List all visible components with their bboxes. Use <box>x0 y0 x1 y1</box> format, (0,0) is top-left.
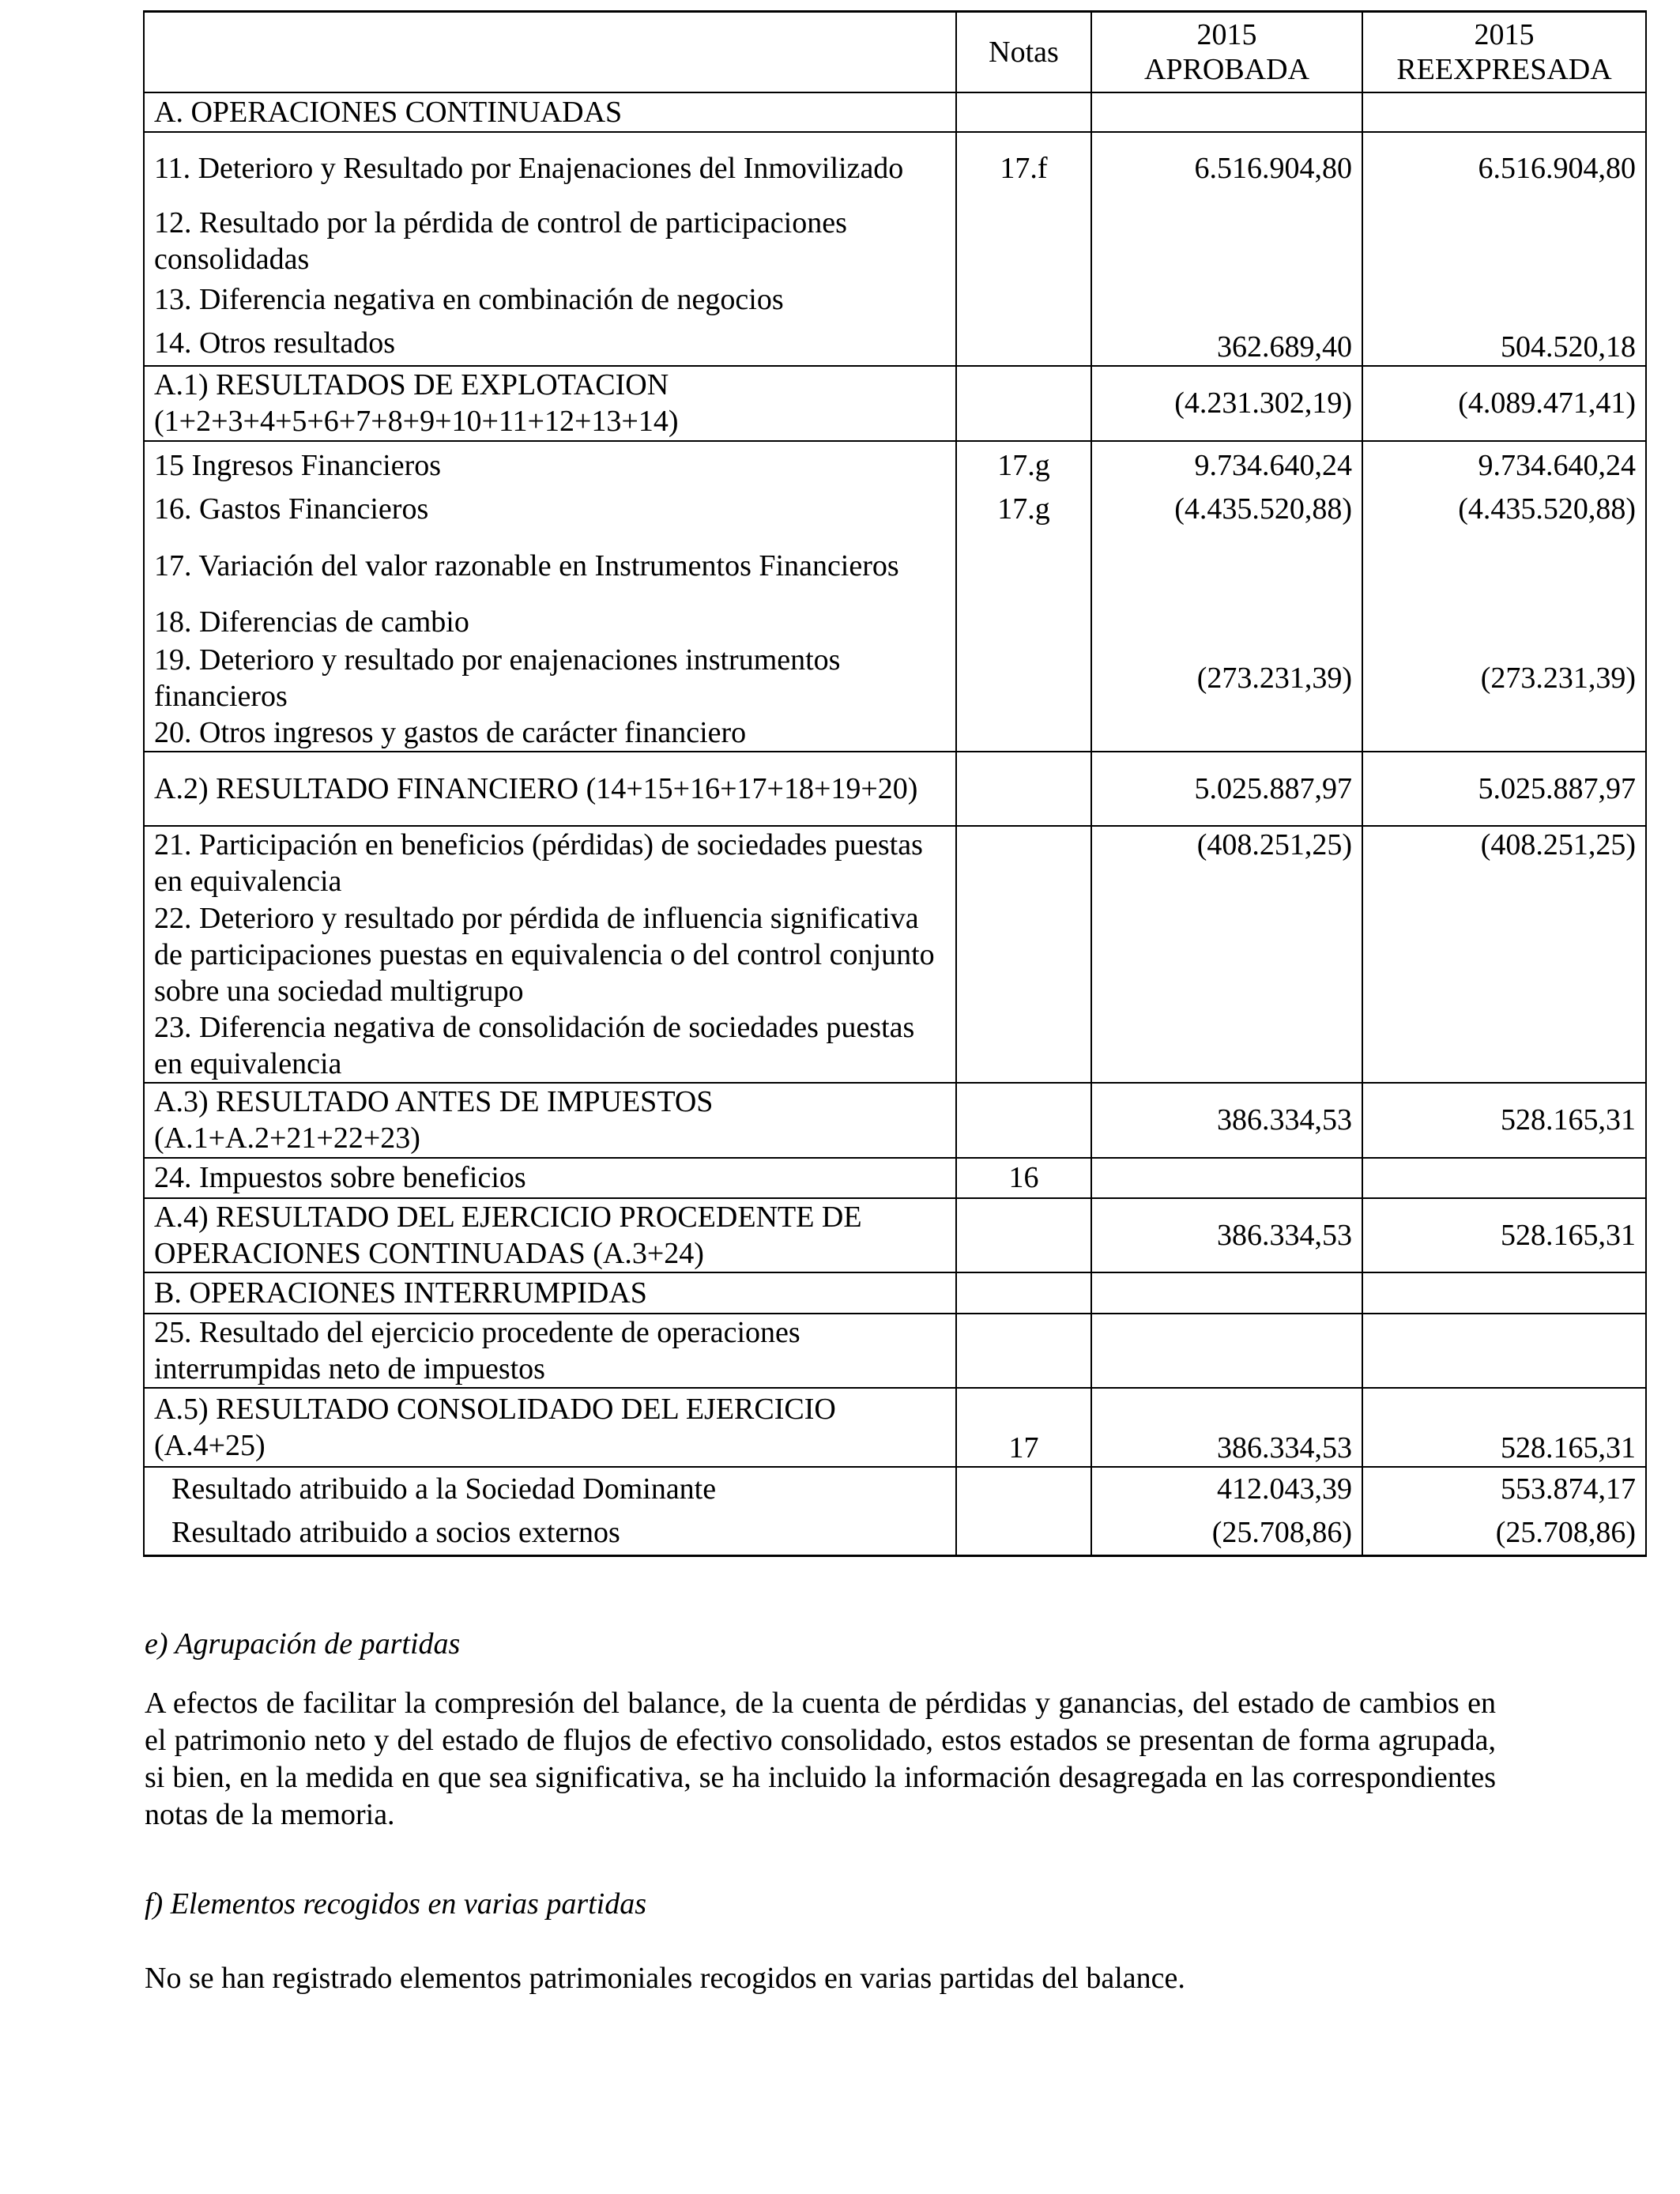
row-label <box>144 1510 956 1556</box>
row-value-aprobada <box>1091 1272 1362 1314</box>
row-label-text: A.4) RESULTADO DEL EJERCICIO PROCEDENTE DE OPERACIONES CONTINUADAS (A.3+24) <box>154 1200 862 1270</box>
row-value-aprobada <box>1091 530 1362 602</box>
row-label-text: 17. Variación del valor razonable en Instrumentos Financieros <box>154 548 899 582</box>
row-label-text: 22. Deterioro y resultado por pérdida de influencia significativa de participaciones puestas en equivalencia o del control conjunto sobre una sociedad multigrupo <box>154 901 935 1008</box>
row-label-text: 21. Participación en beneficios (pérdidas) de sociedades puestas en equivalencia <box>154 828 923 898</box>
header-notas: Notas <box>956 12 1091 92</box>
row-value-reexpresada: 553.874,17 <box>1362 1467 1646 1510</box>
row-label-text: Resultado atribuido a la Sociedad Dominante <box>171 1472 717 1506</box>
row-value-aprobada: (273.231,39) <box>1091 642 1362 714</box>
row-nota <box>956 1314 1091 1388</box>
row-value-aprobada: (4.231.302,19) <box>1091 366 1362 441</box>
row-nota <box>956 1083 1091 1158</box>
row-label-text: 23. Diferencia negativa de consolidación de sociedades puestas en equivalencia <box>154 1010 915 1080</box>
row-value-reexpresada: 528.165,31 <box>1362 1198 1646 1272</box>
row-label-text: A.1) RESULTADOS DE EXPLOTACION (1+2+3+4+5+6+7+8+9+10+11+12+13+14) <box>154 368 679 438</box>
row-label <box>144 714 956 752</box>
row-label-text: 12. Resultado por la pérdida de control de participaciones consolidadas <box>154 205 847 276</box>
row-label-text: 13. Diferencia negativa en combinación de negocios <box>154 282 784 316</box>
row-label-text: 16. Gastos Financieros <box>154 492 429 526</box>
row-label <box>144 1314 956 1388</box>
row-value-aprobada: 5.025.887,97 <box>1091 752 1362 826</box>
row-value-aprobada: 386.334,53 <box>1091 1083 1362 1158</box>
table-row <box>144 322 1646 366</box>
header-aprobada-year: 2015 <box>1196 17 1257 51</box>
row-value-reexpresada <box>1362 900 1646 1083</box>
header-label <box>144 12 956 92</box>
row-value-reexpresada <box>1362 205 1646 277</box>
row-value-aprobada <box>1091 602 1362 642</box>
row-label <box>144 1198 956 1272</box>
row-value-reexpresada <box>1362 1314 1646 1388</box>
row-nota <box>956 205 1091 277</box>
row-label-text: B. OPERACIONES INTERRUMPIDAS <box>154 1276 647 1310</box>
row-value-aprobada <box>1091 277 1362 322</box>
row-label <box>144 530 956 602</box>
row-value-aprobada: 412.043,39 <box>1091 1467 1362 1510</box>
row-value-aprobada: 9.734.640,24 <box>1091 441 1362 489</box>
row-value-aprobada: 386.334,53 <box>1091 1198 1362 1272</box>
row-label-text: 15 Ingresos Financieros <box>154 448 442 482</box>
row-value-reexpresada <box>1362 1158 1646 1198</box>
row-label-text: 25. Resultado del ejercicio procedente de operaciones interrumpidas neto de impuestos <box>154 1315 800 1385</box>
row-nota <box>956 642 1091 714</box>
row-label <box>144 205 956 277</box>
row-value-aprobada: (408.251,25) <box>1091 826 1362 900</box>
row-value-aprobada <box>1091 1314 1362 1388</box>
table-row <box>144 92 1646 132</box>
row-label <box>144 1158 956 1198</box>
row-value-aprobada <box>1091 900 1362 1083</box>
row-label <box>144 1388 956 1467</box>
table-header-row <box>144 12 1646 92</box>
table-row <box>144 1314 1646 1388</box>
table-row <box>144 205 1646 277</box>
row-value-aprobada <box>1091 92 1362 132</box>
row-label-text: 24. Impuestos sobre beneficios <box>154 1161 526 1194</box>
row-nota <box>956 602 1091 642</box>
table-row <box>144 277 1646 322</box>
row-label <box>144 441 956 489</box>
row-value-aprobada: (25.708,86) <box>1091 1510 1362 1556</box>
row-nota <box>956 1510 1091 1556</box>
row-value-reexpresada <box>1362 277 1646 322</box>
row-nota <box>956 900 1091 1083</box>
row-value-reexpresada: (408.251,25) <box>1362 826 1646 900</box>
row-label-text: A. OPERACIONES CONTINUADAS <box>154 95 623 129</box>
row-value-reexpresada <box>1362 92 1646 132</box>
row-value-reexpresada: 504.520,18 <box>1362 322 1646 366</box>
header-reexpresada-year: 2015 <box>1474 17 1535 51</box>
header-aprobada <box>1091 12 1362 92</box>
row-value-reexpresada <box>1362 714 1646 752</box>
row-label <box>144 277 956 322</box>
row-label <box>144 826 956 900</box>
section-f-text: No se han registrado elementos patrimoniales recogidos en varias partidas del balance. <box>145 1962 1185 1995</box>
row-value-reexpresada: 528.165,31 <box>1362 1388 1646 1467</box>
row-value-reexpresada: (273.231,39) <box>1362 642 1646 714</box>
row-label <box>144 366 956 441</box>
row-label <box>144 1272 956 1314</box>
table-row <box>144 1198 1646 1272</box>
row-nota <box>956 826 1091 900</box>
row-label <box>144 1083 956 1158</box>
row-value-reexpresada: (4.089.471,41) <box>1362 366 1646 441</box>
table-row <box>144 1158 1646 1198</box>
row-value-aprobada: 6.516.904,80 <box>1091 132 1362 205</box>
row-nota <box>956 322 1091 366</box>
row-label <box>144 92 956 132</box>
row-label <box>144 322 956 366</box>
row-nota <box>956 752 1091 826</box>
row-label-text: A.3) RESULTADO ANTES DE IMPUESTOS (A.1+A.2+21+22+23) <box>154 1085 714 1155</box>
row-value-aprobada: 386.334,53 <box>1091 1388 1362 1467</box>
row-nota: 17 <box>956 1388 1091 1467</box>
table-row <box>144 900 1646 1083</box>
table-row <box>144 1272 1646 1314</box>
row-nota <box>956 1467 1091 1510</box>
section-f-title: f) Elementos recogidos en varias partidas <box>145 1887 647 1921</box>
row-label-text: A.2) RESULTADO FINANCIERO (14+15+16+17+18+19+20) <box>154 771 918 805</box>
row-nota: 17.g <box>956 489 1091 530</box>
row-nota <box>956 92 1091 132</box>
row-label-text: A.5) RESULTADO CONSOLIDADO DEL EJERCICIO (A.4+25) <box>154 1392 836 1462</box>
row-label-text: Resultado atribuido a socios externos <box>171 1515 620 1549</box>
row-value-reexpresada <box>1362 602 1646 642</box>
row-value-reexpresada: 5.025.887,97 <box>1362 752 1646 826</box>
row-label <box>144 489 956 530</box>
row-label <box>144 900 956 1083</box>
row-nota: 16 <box>956 1158 1091 1198</box>
row-nota <box>956 1198 1091 1272</box>
row-label <box>144 752 956 826</box>
row-value-reexpresada <box>1362 530 1646 602</box>
row-value-reexpresada <box>1362 1272 1646 1314</box>
table-row <box>144 1083 1646 1158</box>
section-e-title: e) Agrupación de partidas <box>145 1627 461 1661</box>
row-nota: 17.f <box>956 132 1091 205</box>
table-row <box>144 1510 1646 1556</box>
row-value-reexpresada: (25.708,86) <box>1362 1510 1646 1556</box>
table-row <box>144 602 1646 642</box>
table-row <box>144 1388 1646 1467</box>
table-row <box>144 826 1646 900</box>
header-reexpresada-name: REEXPRESADA <box>1396 52 1612 86</box>
row-nota <box>956 277 1091 322</box>
row-label-text: 19. Deterioro y resultado por enajenaciones instrumentos financieros <box>154 643 841 713</box>
income-statement-table <box>143 10 1647 1557</box>
row-value-aprobada <box>1091 205 1362 277</box>
row-label-text: 18. Diferencias de cambio <box>154 605 469 639</box>
row-label <box>144 1467 956 1510</box>
row-value-reexpresada: 6.516.904,80 <box>1362 132 1646 205</box>
row-nota <box>956 714 1091 752</box>
row-label-text: 14. Otros resultados <box>154 326 396 360</box>
row-label <box>144 642 956 714</box>
table-row <box>144 441 1646 489</box>
row-nota <box>956 366 1091 441</box>
row-label <box>144 132 956 205</box>
table-row <box>144 1467 1646 1510</box>
header-reexpresada <box>1362 12 1646 92</box>
header-aprobada-name: APROBADA <box>1143 52 1310 86</box>
table-row <box>144 752 1646 826</box>
row-value-reexpresada: (4.435.520,88) <box>1362 489 1646 530</box>
row-value-reexpresada: 9.734.640,24 <box>1362 441 1646 489</box>
row-value-aprobada <box>1091 1158 1362 1198</box>
table-row <box>144 530 1646 602</box>
table-row <box>144 366 1646 441</box>
row-nota <box>956 530 1091 602</box>
table-row <box>144 714 1646 752</box>
row-label-text: 11. Deterioro y Resultado por Enajenaciones del Inmovilizado <box>154 152 904 185</box>
table-row <box>144 489 1646 530</box>
table-row <box>144 132 1646 205</box>
row-value-aprobada: (4.435.520,88) <box>1091 489 1362 530</box>
table-row <box>144 642 1646 714</box>
row-nota: 17.g <box>956 441 1091 489</box>
row-nota <box>956 1272 1091 1314</box>
row-value-aprobada <box>1091 714 1362 752</box>
row-value-reexpresada: 528.165,31 <box>1362 1083 1646 1158</box>
row-label-text: 20. Otros ingresos y gastos de carácter financiero <box>154 715 747 749</box>
row-label <box>144 602 956 642</box>
row-value-aprobada: 362.689,40 <box>1091 322 1362 366</box>
section-e-text: A efectos de facilitar la compresión del balance, de la cuenta de pérdidas y ganancias, del estado de cambios en el patrimonio neto y del estado de flujos de efectivo consolidado, estos estados se presentan de forma agrupada, si bien, en la medida en que sea significativa, se ha incluido la información desagregada en las correspondientes notas de la memoria. <box>145 1687 1496 1831</box>
